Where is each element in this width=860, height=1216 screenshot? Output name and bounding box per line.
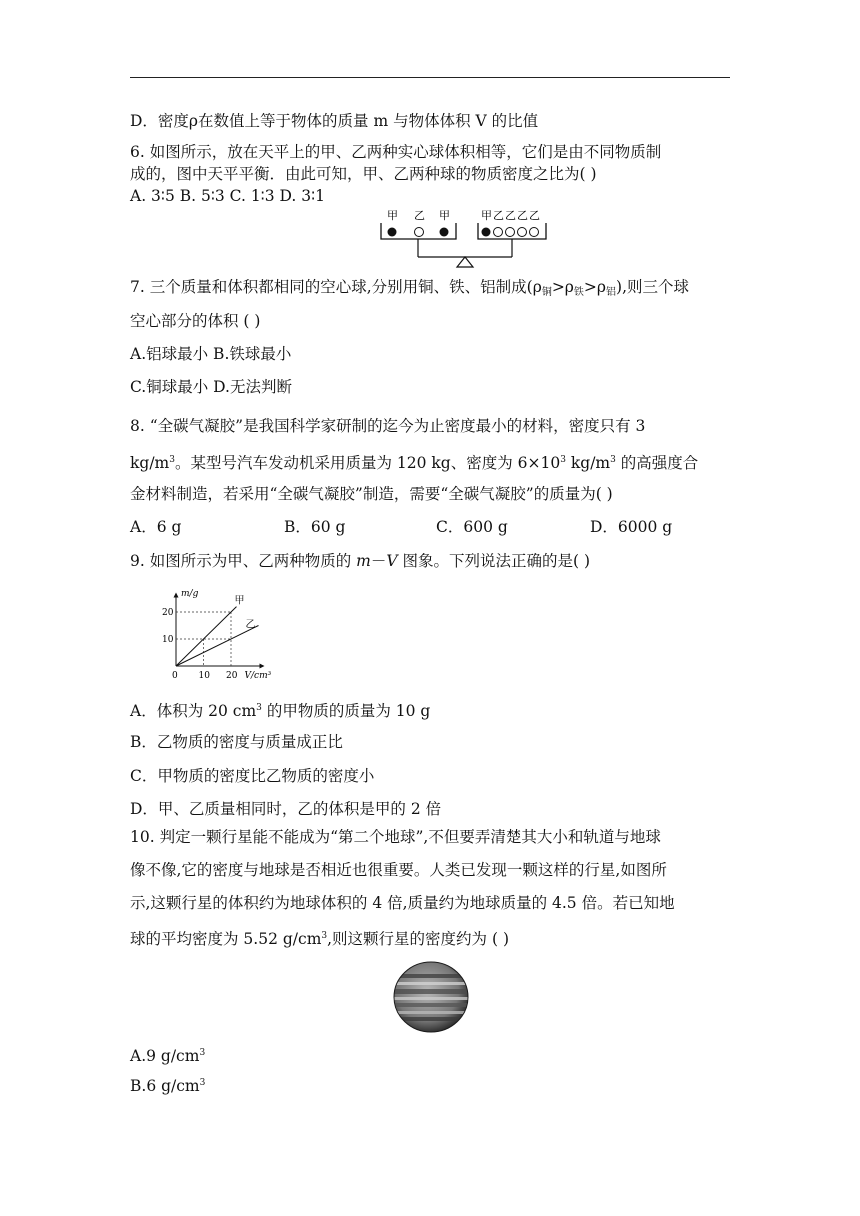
q9-m: m <box>356 552 371 570</box>
ball-yi-2 <box>494 228 503 237</box>
q9-option-b: B．乙物质的密度与质量成正比 <box>130 733 343 751</box>
q10-option-a-text: A.9 g/cm <box>130 1047 200 1065</box>
planet-image <box>392 960 470 1034</box>
q9-option-c: C．甲物质的密度比乙物质的密度小 <box>130 767 375 785</box>
q8-line-2 <box>130 450 740 473</box>
q7-text-a: 7. 三个质量和体积都相同的空心球,分别用铜、铁、铝制成(ρ <box>130 278 542 296</box>
ball-jia-1 <box>388 228 397 237</box>
q10-sup: 3 <box>321 931 328 941</box>
q8-text-b: 。某型号汽车发动机采用质量为 120 kg、密度为 6×10 <box>174 454 561 472</box>
q8-line-3: 金材料制造，若采用“全碳气凝胶”制造，需要“全碳气凝胶”的质量为( ) <box>130 485 613 503</box>
q7-line-2: 空心部分的体积 ( ) <box>130 312 261 330</box>
q6-options: A. 3∶5 B. 5∶3 C. 1∶3 D. 3∶1 <box>130 187 325 205</box>
q9-option-a-text: A．体积为 20 cm <box>130 702 257 720</box>
x-tick-label-2: 20 <box>226 671 238 681</box>
left-label-3: 甲 <box>439 209 450 222</box>
ball-yi-3 <box>506 228 515 237</box>
q8-sup-2: 3 <box>560 455 566 465</box>
series-label-yi: 乙 <box>245 619 256 631</box>
q7-gt-1: >ρ <box>551 278 574 296</box>
q10-line-4 <box>130 926 740 949</box>
y-axis-label: m/g <box>181 589 199 599</box>
q10-option-b-text: B.6 g/cm <box>130 1077 200 1095</box>
q9-text-a: 9. 如图所示为甲、乙两种物质的 <box>130 552 357 570</box>
q9-option-d: D．甲、乙质量相同时，乙的体积是甲的 2 倍 <box>130 800 442 818</box>
q7-line-1 <box>130 277 740 303</box>
q9-option-a <box>130 698 740 721</box>
right-label-2: 乙 <box>493 209 504 222</box>
origin-label: 0 <box>172 671 178 681</box>
q10-line-3: 示,这颗行星的体积约为地球体积的 4 倍,质量约为地球质量的 4.5 倍。若已知地 <box>130 894 675 912</box>
q7-options-cd: C.铜球最小 D.无法判断 <box>130 378 292 396</box>
q8-sup-3: 3 <box>610 455 616 465</box>
left-label-1: 甲 <box>387 209 398 222</box>
rho-iron-sub: 铁 <box>573 287 584 298</box>
balance-figure <box>378 205 550 269</box>
q9-line-1 <box>130 551 740 571</box>
rho-aluminum-sub: 铝 <box>606 287 617 298</box>
q10-line-2: 像不像,它的密度与地球是否相近也很重要。人类已发现一颗这样的行星,如图所 <box>130 861 667 879</box>
q5-option-d: D．密度ρ在数值上等于物体的质量 m 与物体体积 V 的比值 <box>130 112 539 130</box>
q8-option-a: A．6 g <box>130 518 182 536</box>
q10-option-a <box>130 1043 740 1066</box>
x-axis-label: V/cm³ <box>244 671 272 681</box>
right-label-1: 甲 <box>481 209 492 222</box>
q10-option-b <box>130 1073 740 1096</box>
q9-option-a-text-b: 的甲物质的质量为 10 g <box>261 702 431 720</box>
series-line-2 <box>176 626 259 667</box>
m-v-graph <box>160 584 280 684</box>
q9-option-a-sup: 3 <box>256 703 262 713</box>
ball-yi-1 <box>415 228 424 237</box>
ball-jia-3 <box>482 228 491 237</box>
q8-sup-1: 3 <box>169 455 175 465</box>
x-tick-label-1: 10 <box>198 671 210 681</box>
q9-v: V <box>386 552 398 570</box>
q6-line-2: 成的，图中天平平衡．由此可知，甲、乙两种球的物质密度之比为( ) <box>130 165 597 183</box>
series-label-jia: 甲 <box>234 595 245 607</box>
q8-text-c: kg/m <box>565 454 611 472</box>
q10-option-a-sup: 3 <box>199 1048 206 1058</box>
q10-text-b: ,则这颗行星的密度约为 ( ) <box>327 930 510 948</box>
y-tick-label-1: 10 <box>162 635 174 645</box>
right-label-4: 乙 <box>517 209 528 222</box>
q7-text-b: ),则三个球 <box>616 278 690 296</box>
rho-copper-sub: 铜 <box>541 287 552 298</box>
q8-unit-a: kg/m <box>130 454 170 472</box>
q8-option-b: B．60 g <box>284 518 346 536</box>
series-line-1 <box>176 607 237 666</box>
header-rule <box>130 77 730 78</box>
ball-jia-2 <box>440 228 449 237</box>
q8-option-d: D．6000 g <box>590 518 673 536</box>
right-label-5: 乙 <box>529 209 540 222</box>
q8-option-c: C．600 g <box>436 518 508 536</box>
left-label-2: 乙 <box>414 209 425 222</box>
ball-yi-4 <box>518 228 527 237</box>
x-axis-arrow <box>260 664 265 669</box>
q10-text-a: 球的平均密度为 5.52 g/cm <box>130 930 322 948</box>
q8-line-1: 8. “全碳气凝胶”是我国科学家研制的迄今为止密度最小的材料，密度只有 3 <box>130 417 646 435</box>
ball-yi-5 <box>530 228 539 237</box>
y-tick-label-2: 20 <box>162 608 174 618</box>
q9-dash: － <box>370 552 387 570</box>
q10-line-1: 10. 判定一颗行星能不能成为“第二个地球”,不但要弄清楚其大小和轨道与地球 <box>130 828 661 846</box>
q8-text-d: 的高强度合 <box>615 454 699 472</box>
y-axis-arrow <box>174 593 179 598</box>
q6-line-1: 6. 如图所示，放在天平上的甲、乙两种实心球体积相等，它们是由不同物质制 <box>130 143 662 161</box>
q10-option-b-sup: 3 <box>199 1078 206 1088</box>
q7-gt-2: >ρ <box>583 278 607 296</box>
q7-options-ab: A.铝球最小 B.铁球最小 <box>130 345 292 363</box>
q8-options <box>130 517 740 537</box>
right-label-3: 乙 <box>505 209 516 222</box>
q9-text-b: 图象。下列说法正确的是( ) <box>397 552 591 570</box>
